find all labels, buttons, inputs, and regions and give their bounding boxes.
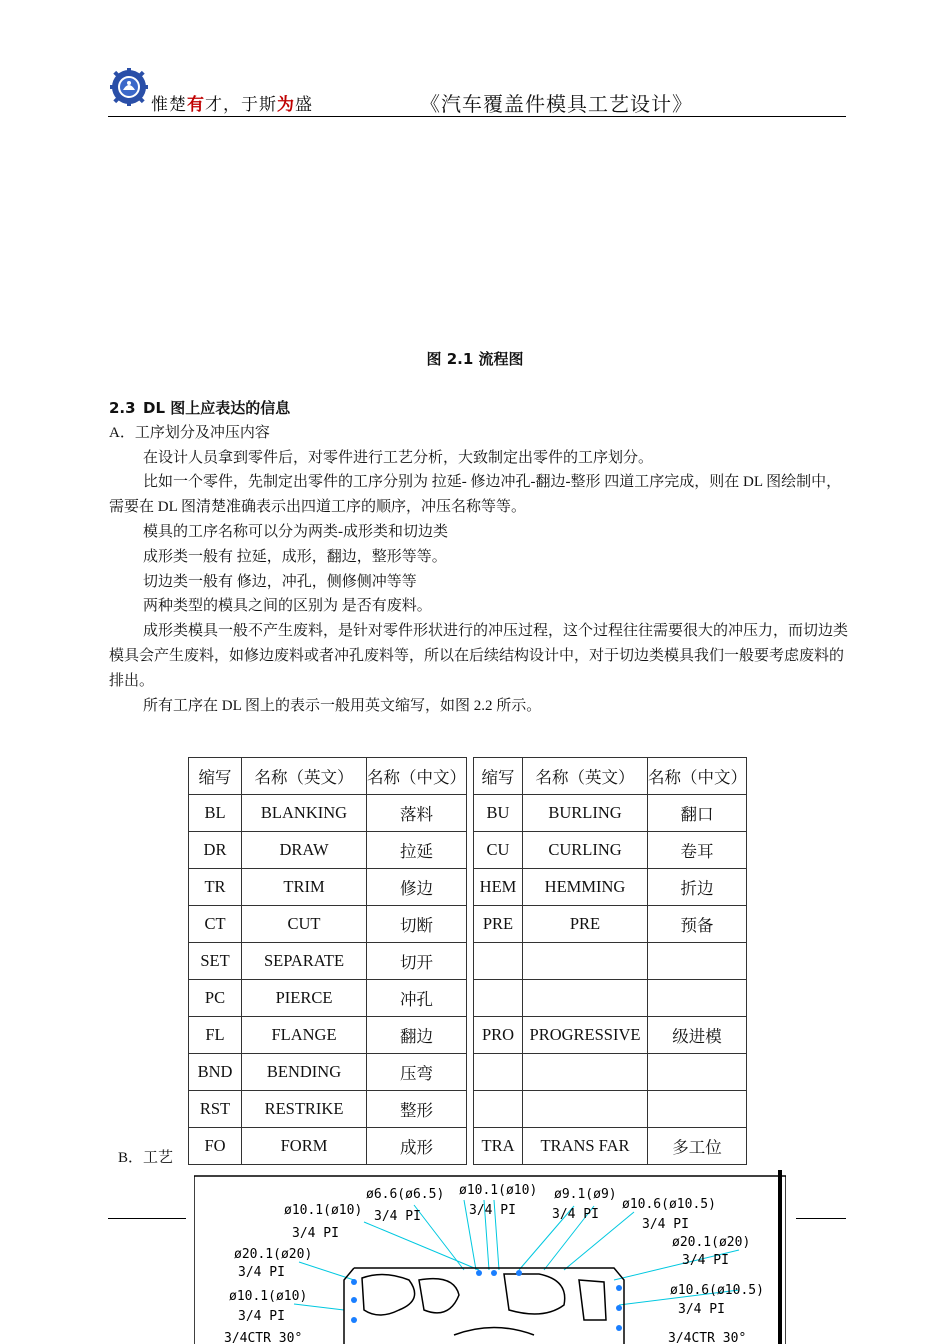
paragraph: 在设计人员拿到零件后，对零件进行工艺分析，大致制定出零件的工序划分。: [143, 449, 654, 466]
table-cell: TRIM: [242, 869, 367, 906]
table-cell: 成形: [367, 1128, 467, 1165]
table-cell: [648, 943, 747, 980]
table-cell: HEM: [474, 869, 523, 906]
subsection-a: A．工序划分及冲压内容: [109, 424, 270, 441]
table-cell: PRE: [523, 906, 648, 943]
table-cell: 多工位: [648, 1128, 747, 1165]
table-header: 名称（英文）: [523, 758, 648, 795]
table-cell: PROGRESSIVE: [523, 1017, 648, 1054]
paragraph: 所有工序在 DL 图上的表示一般用英文缩写，如图 2.2 所示。: [143, 697, 542, 714]
table-cell: 折边: [648, 869, 747, 906]
table-header: 名称（中文）: [648, 758, 747, 795]
table-row: [189, 1017, 747, 1054]
table-cell: 落料: [367, 795, 467, 832]
dim-label: 3/4 PI: [469, 1203, 516, 1218]
table-cell: RST: [189, 1091, 242, 1128]
dim-label: ø10.1(ø10): [229, 1289, 308, 1304]
table-cell: BND: [189, 1054, 242, 1091]
table-cell: 整形: [367, 1091, 467, 1128]
dim-label: ø20.1(ø20): [672, 1235, 751, 1250]
table-header: 缩写: [474, 758, 523, 795]
table-cell: [474, 1091, 523, 1128]
table-cell: TRA: [474, 1128, 523, 1165]
dim-label: 3/4 PI: [552, 1207, 599, 1222]
page-header: [108, 68, 846, 118]
table-cell: FLANGE: [242, 1017, 367, 1054]
section-heading: 2.3 DL 图上应表达的信息: [109, 399, 291, 417]
dim-label: 3/4 PI: [374, 1209, 421, 1224]
table-cell: TRANS FAR: [523, 1128, 648, 1165]
table-cell: SET: [189, 943, 242, 980]
table-cell: BURLING: [523, 795, 648, 832]
table-cell: [648, 980, 747, 1017]
table-row: [189, 1054, 747, 1091]
table-cell: [523, 1054, 648, 1091]
table-cell: CUT: [242, 906, 367, 943]
header-motto: 惟楚有才，于斯为盛: [151, 95, 313, 114]
table-cell: DR: [189, 832, 242, 869]
footer-rule: [796, 1218, 846, 1219]
table-cell: 拉延: [367, 832, 467, 869]
table-cell: [474, 1054, 523, 1091]
table-cell: 预备: [648, 906, 747, 943]
document-title: 《汽车覆盖件模具工艺设计》: [420, 94, 693, 116]
figure-caption: 图 2.1 流程图: [426, 350, 524, 368]
table-header: 名称（英文）: [242, 758, 367, 795]
subsection-b: B．工艺: [118, 1150, 174, 1166]
dim-label: ø10.1(ø10): [459, 1183, 538, 1198]
table-cell: 翻口: [648, 795, 747, 832]
table-row: [189, 832, 747, 869]
dim-label: 3/4 PI: [292, 1226, 339, 1241]
dim-label: 3/4 PI: [238, 1265, 285, 1280]
table-header: 缩写: [189, 758, 242, 795]
table-cell: DRAW: [242, 832, 367, 869]
table-cell: PRO: [474, 1017, 523, 1054]
table-row: [189, 869, 747, 906]
paragraph: 成形类模具一般不产生废料，是针对零件形状进行的冲压过程，这个过程往往需要很大的冲压力，而切边类模具会产生废料，如修边废料或者冲孔废料等，所以在后续结构设计中，对于切边类模具我们一般要考虑废料的排出。: [109, 623, 849, 689]
table-cell: TR: [189, 869, 242, 906]
table-cell: 冲孔: [367, 980, 467, 1017]
table-cell: PRE: [474, 906, 523, 943]
dim-label: 3/4 PI: [678, 1302, 725, 1317]
table-cell: 切断: [367, 906, 467, 943]
table-row: [189, 1091, 747, 1128]
paragraph: 比如一个零件，先制定出零件的工序分别为 拉延- 修边冲孔-翻边-整形 四道工序完成，则在 DL 图绘制中，需要在 DL 图清楚准确表示出四道工序的顺序，冲压名称等等。: [109, 474, 842, 516]
table-row: [189, 1128, 747, 1165]
dim-label: 3/4CTR 30°: [668, 1331, 747, 1344]
dim-label: 3/4 PI: [238, 1309, 285, 1324]
table-cell: BLANKING: [242, 795, 367, 832]
table-row: [189, 943, 747, 980]
table-cell: [523, 980, 648, 1017]
table-cell: 卷耳: [648, 832, 747, 869]
paragraph: 模具的工序名称可以分为两类-成形类和切边类: [143, 523, 448, 540]
dim-label: ø6.6(ø6.5): [366, 1187, 445, 1202]
paragraph: 两种类型的模具之间的区别为 是否有废料。: [143, 598, 432, 615]
table-cell: [648, 1054, 747, 1091]
dim-label: ø10.1(ø10): [284, 1203, 363, 1218]
table-cell: 级进模: [648, 1017, 747, 1054]
table-cell: [523, 1091, 648, 1128]
table-header-row: [189, 758, 747, 795]
dl-drawing: [194, 1170, 786, 1344]
table-cell: [523, 943, 648, 980]
table-cell: [474, 980, 523, 1017]
table-cell: [648, 1091, 747, 1128]
table-cell: SEPARATE: [242, 943, 367, 980]
body-text: [109, 396, 849, 718]
table-cell: 翻边: [367, 1017, 467, 1054]
dim-label: ø9.1(ø9): [554, 1187, 617, 1202]
table-cell: BL: [189, 795, 242, 832]
footer-rule: [108, 1218, 186, 1219]
table-cell: HEMMING: [523, 869, 648, 906]
paragraph: 成形类一般有 拉延，成形，翻边，整形等等。: [143, 548, 447, 565]
table-cell: PIERCE: [242, 980, 367, 1017]
table-cell: PC: [189, 980, 242, 1017]
dim-label: ø20.1(ø20): [234, 1247, 313, 1262]
table-row: [189, 980, 747, 1017]
table-cell: CURLING: [523, 832, 648, 869]
table-cell: 切开: [367, 943, 467, 980]
table-row: [189, 795, 747, 832]
process-abbreviation-table: [188, 757, 747, 1165]
table-row: [189, 906, 747, 943]
table-cell: RESTRIKE: [242, 1091, 367, 1128]
table-cell: FO: [189, 1128, 242, 1165]
table-cell: BENDING: [242, 1054, 367, 1091]
table-cell: 修边: [367, 869, 467, 906]
table-cell: CU: [474, 832, 523, 869]
table-cell: 压弯: [367, 1054, 467, 1091]
header-rule: [108, 116, 846, 117]
paragraph: 切边类一般有 修边，冲孔，侧修侧冲等等: [143, 573, 417, 590]
university-logo: [110, 68, 148, 106]
table-cell: FORM: [242, 1128, 367, 1165]
table-header: 名称（中文）: [367, 758, 467, 795]
dim-label: 3/4 PI: [682, 1253, 729, 1268]
dim-label: ø10.6(ø10.5): [622, 1197, 716, 1212]
dim-label: 3/4CTR 30°: [224, 1331, 303, 1344]
dim-label: ø10.6(ø10.5): [670, 1283, 764, 1298]
table-cell: [474, 943, 523, 980]
dim-label: 3/4 PI: [642, 1217, 689, 1232]
table-cell: BU: [474, 795, 523, 832]
table-cell: CT: [189, 906, 242, 943]
table-cell: FL: [189, 1017, 242, 1054]
